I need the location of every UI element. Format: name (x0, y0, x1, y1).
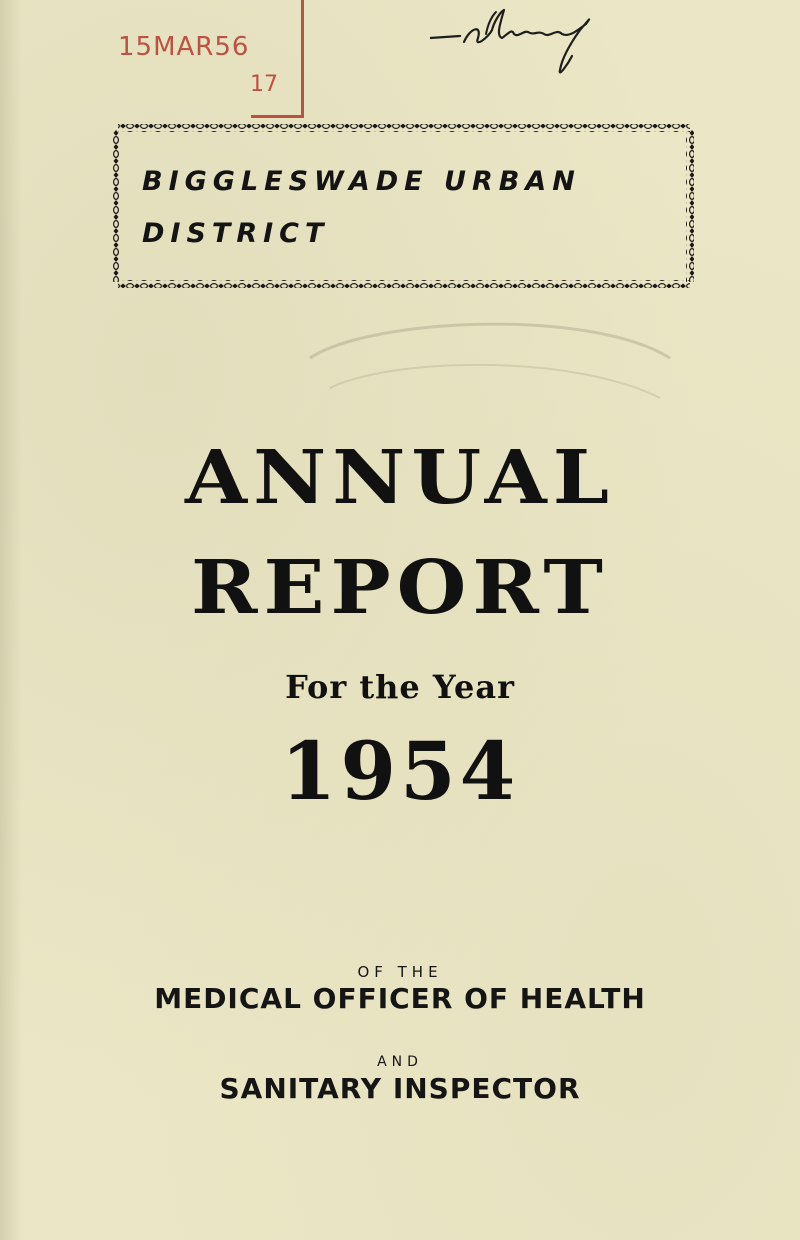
title-report: REPORT (191, 543, 609, 631)
and-label: AND (377, 1054, 423, 1070)
header-banner (112, 122, 694, 292)
title-subtitle: For the Year (285, 668, 515, 706)
of-the-label: OF THE (357, 963, 443, 981)
district-name-line-2: DISTRICT (142, 218, 330, 249)
district-name-line-1: BIGGLESWADE URBAN (142, 166, 581, 197)
title-annual: ANNUAL (185, 433, 615, 521)
receipt-stamp (108, 0, 304, 118)
library-stamp-icon (290, 298, 690, 438)
title-year: 1954 (280, 724, 520, 818)
receipt-stamp-date: 15MAR56 (118, 32, 250, 62)
receipt-stamp-number: 17 (250, 72, 278, 97)
handwritten-signature (430, 4, 620, 84)
medical-officer-line: MEDICAL OFFICER OF HEALTH (154, 982, 646, 1015)
faint-library-stamp (290, 298, 690, 438)
receipt-stamp-border (251, 0, 304, 118)
ornamental-border (112, 122, 694, 292)
sanitary-inspector-line: SANITARY INSPECTOR (219, 1072, 581, 1105)
signature-icon (430, 4, 620, 84)
